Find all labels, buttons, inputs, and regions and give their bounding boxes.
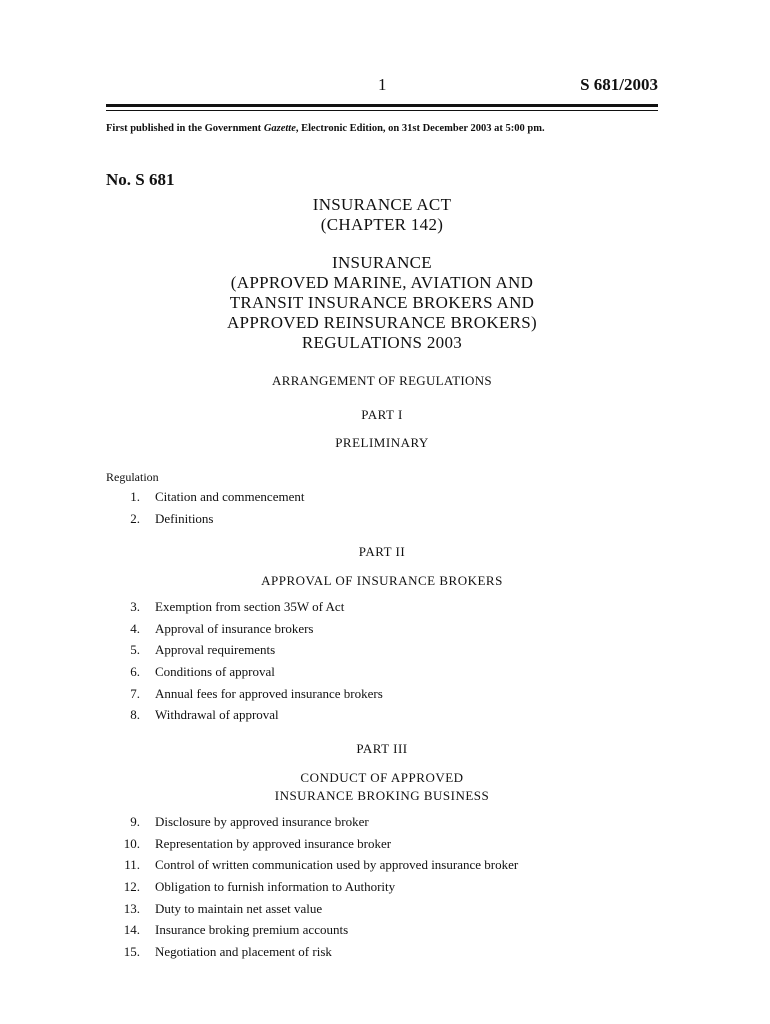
toc-item-number: 11. — [124, 857, 140, 873]
part-label: PART II — [358, 544, 406, 559]
toc-item-title: Annual fees for approved insurance brokers — [155, 685, 383, 701]
toc-item[interactable] — [106, 833, 658, 855]
regulations-title-line: INSURANCE — [332, 253, 432, 272]
page-header — [106, 74, 658, 96]
toc-item[interactable] — [106, 854, 658, 876]
part-label: PART III — [356, 741, 408, 756]
toc-item[interactable] — [106, 486, 658, 508]
toc-item[interactable] — [106, 639, 658, 661]
toc-item-number: 8. — [130, 707, 140, 723]
toc-item[interactable] — [106, 941, 658, 963]
regulations-title — [106, 253, 658, 353]
toc-item-title: Approval requirements — [155, 642, 276, 658]
notice-number: No. S 681 — [106, 170, 175, 189]
part-title — [106, 769, 658, 805]
header-rule-thin — [106, 110, 658, 111]
regulation-column-label: Regulation — [106, 470, 159, 484]
toc-item-title: Conditions of approval — [155, 664, 275, 680]
toc-item[interactable] — [106, 661, 658, 683]
toc-item[interactable] — [106, 618, 658, 640]
toc-item-title: Duty to maintain net asset value — [155, 900, 323, 916]
toc-item-number: 3. — [130, 599, 140, 614]
act-title-line: INSURANCE ACT — [312, 195, 452, 214]
part-title: APPROVAL OF INSURANCE BROKERS — [261, 573, 503, 588]
toc-item-number: 4. — [130, 620, 140, 636]
act-chapter-line: (CHAPTER 142) — [320, 215, 444, 234]
arrangement-heading: ARRANGEMENT OF REGULATIONS — [272, 373, 492, 388]
publication-text-after: , Electronic Edition, on 31st December 2003 at 5:00 pm. — [295, 123, 545, 134]
toc-item-title: Insurance broking premium accounts — [155, 922, 349, 938]
toc-item-title: Disclosure by approved insurance broker — [155, 814, 369, 829]
regulations-title-line: TRANSIT INSURANCE BROKERS AND — [229, 293, 535, 312]
toc-item[interactable] — [106, 596, 658, 618]
part-label: PART I — [361, 407, 403, 422]
toc-item-number: 6. — [130, 664, 140, 680]
header-rule-thick — [106, 104, 658, 107]
toc-item-title: Control of written communication used by approved insurance broker — [155, 857, 519, 873]
part-title-line: INSURANCE BROKING BUSINESS — [274, 788, 490, 803]
page-number: 1 — [378, 75, 387, 94]
toc-item-number: 13. — [123, 900, 140, 916]
toc-item[interactable] — [106, 704, 658, 726]
toc-item[interactable] — [106, 683, 658, 705]
gazette-word: Gazette — [263, 123, 296, 134]
toc-item-number: 14. — [123, 922, 140, 938]
act-title — [106, 195, 658, 235]
toc-item-number: 15. — [123, 944, 140, 960]
toc-item[interactable] — [106, 508, 658, 530]
toc-item-title: Representation by approved insurance broker — [155, 835, 392, 851]
toc-item-number: 10. — [123, 835, 140, 851]
toc-item-number: 9. — [130, 814, 140, 829]
toc-item-number: 5. — [130, 642, 140, 658]
toc-item-title: Definitions — [155, 510, 214, 526]
regulations-title-line: REGULATIONS 2003 — [301, 333, 463, 352]
toc-item-title: Citation and commencement — [155, 489, 305, 504]
toc-item-title: Obligation to furnish information to Authority — [155, 879, 396, 895]
toc-item-number: 1. — [130, 489, 140, 504]
toc-item[interactable] — [106, 876, 658, 898]
part-title: PRELIMINARY — [335, 435, 429, 450]
regulations-title-line: (APPROVED MARINE, AVIATION AND — [230, 273, 534, 292]
toc-item-title: Approval of insurance brokers — [155, 620, 314, 636]
toc-item-number: 12. — [123, 879, 140, 895]
toc-item[interactable] — [106, 811, 658, 833]
toc-item-number: 2. — [130, 510, 140, 526]
toc-item-title: Withdrawal of approval — [155, 707, 279, 723]
part-title-line: CONDUCT OF APPROVED — [300, 770, 464, 785]
toc-list-part-2 — [106, 596, 658, 726]
gazette-number: S 681/2003 — [580, 75, 658, 94]
toc-item[interactable] — [106, 898, 658, 920]
toc-item-number: 7. — [130, 685, 140, 701]
publication-text-before: First published in the Government — [106, 123, 264, 134]
toc-item-title: Exemption from section 35W of Act — [155, 599, 345, 614]
toc-list-part-3 — [106, 811, 658, 963]
toc-list-part-1 — [106, 486, 658, 529]
publication-line — [106, 122, 666, 136]
toc-item-title: Negotiation and placement of risk — [155, 944, 332, 960]
toc-item[interactable] — [106, 919, 658, 941]
regulations-title-line: APPROVED REINSURANCE BROKERS) — [226, 313, 538, 332]
